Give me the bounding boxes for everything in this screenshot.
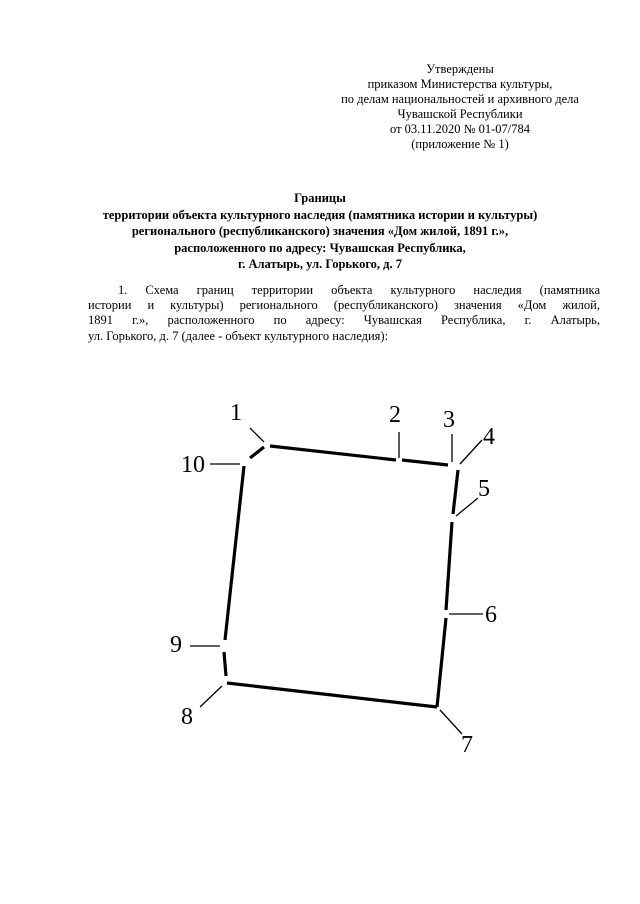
paragraph-line-3: 1891 г.», расположенного по адресу: Чувашская Республика, г. Алатырь,: [88, 313, 600, 328]
point-label-5: 5: [478, 476, 490, 502]
boundary-segment-5-6: [446, 522, 452, 610]
point-label-2: 2: [389, 402, 401, 428]
point-label-10: 10: [181, 452, 205, 478]
boundary-scheme-diagram: [0, 380, 640, 780]
title-line-3: регионального (республиканского) значения «Дом жилой, 1891 г.»,: [131, 224, 509, 238]
boundary-segment-4-5: [453, 470, 458, 514]
leader-line-1: [250, 428, 264, 442]
approval-line-5: от 03.11.2020 № 01-07/784: [389, 122, 531, 136]
approval-line-4: Чувашской Республики: [397, 107, 523, 121]
paragraph-line-2: истории и культуры) регионального (республиканского) значения «Дом жилой,: [88, 298, 600, 313]
leader-line-7: [440, 710, 462, 734]
boundary-segment-2-3: [402, 460, 448, 465]
point-label-7: 7: [461, 732, 473, 758]
point-label-4: 4: [483, 424, 495, 450]
boundary-segment-6-7: [437, 618, 446, 707]
point-label-3: 3: [443, 407, 455, 433]
approval-line-1: Утверждены: [426, 62, 494, 76]
boundary-segment-9-10: [225, 466, 244, 640]
boundary-segment-10-1: [250, 447, 264, 458]
point-label-8: 8: [181, 704, 193, 730]
paragraph-line-1: 1. Схема границ территории объекта культурного наследия (памятника: [118, 283, 600, 297]
point-label-9: 9: [170, 632, 182, 658]
boundary-segment-7-8: [227, 683, 437, 707]
paragraph-line-4: ул. Горького, д. 7 (далее - объект культурного наследия):: [88, 328, 389, 343]
document-title: [40, 190, 600, 273]
approval-block: [300, 62, 620, 152]
approval-line-3: по делам национальностей и архивного дела: [341, 92, 579, 106]
point-label-6: 6: [485, 602, 497, 628]
leader-line-4: [460, 440, 482, 464]
title-line-2: территории объекта культурного наследия (памятника истории и культуры): [102, 207, 538, 222]
scheme-paragraph: [88, 283, 600, 344]
point-label-1: 1: [230, 400, 242, 426]
title-line-5: г. Алатырь, ул. Горького, д. 7: [237, 257, 403, 271]
title-line-4: расположенного по адресу: Чувашская Республика,: [174, 240, 466, 255]
boundary-segment-8-9: [224, 652, 226, 676]
approval-line-6: (приложение № 1): [411, 137, 509, 151]
approval-line-2: приказом Министерства культуры,: [367, 77, 553, 91]
title-line-1: Границы: [294, 191, 346, 205]
leader-line-5: [456, 498, 478, 516]
boundary-segment-1-2: [270, 446, 396, 460]
leader-line-8: [200, 686, 222, 707]
